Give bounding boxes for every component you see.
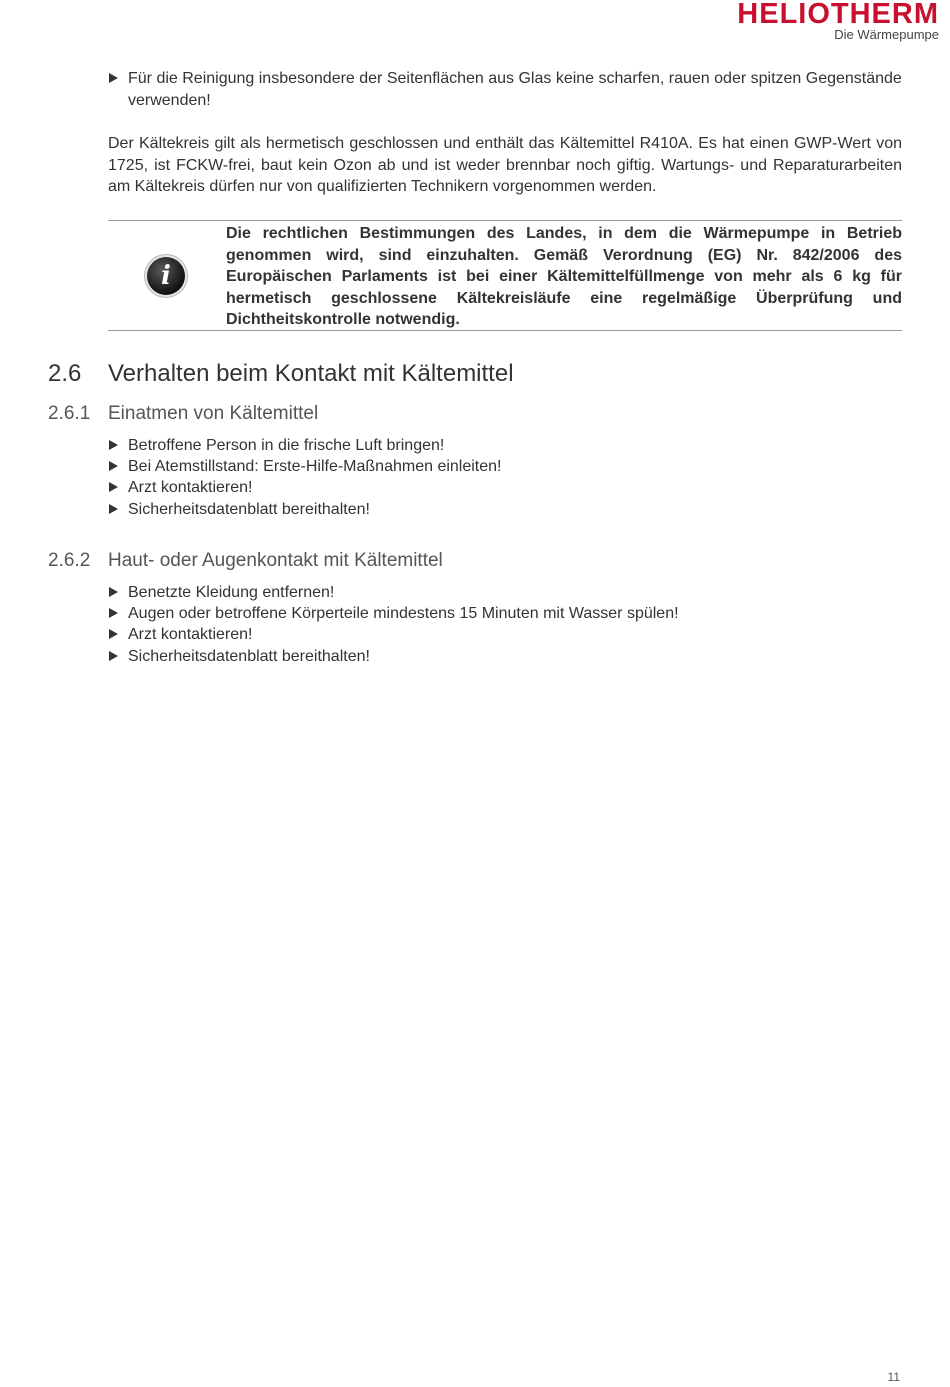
brand-tagline: Die Wärmepumpe (834, 27, 939, 42)
bullet-triangle-icon (109, 651, 118, 661)
page-number: 11 (887, 1370, 900, 1384)
info-icon (147, 257, 185, 295)
list-item-text: Arzt kontaktieren! (128, 479, 253, 496)
list-item-text: Benetzte Kleidung entfernen! (128, 584, 335, 601)
list-item-text: Betroffene Person in die frische Luft bringen! (128, 437, 445, 454)
list-item-text: Bei Atemstillstand: Erste-Hilfe-Maßnahmen einleiten! (128, 458, 502, 475)
section-number: 2.6 (48, 360, 82, 387)
bullet-triangle-icon (109, 482, 118, 492)
subsection-title: Einatmen von Kältemittel (108, 403, 319, 424)
list-item (109, 603, 904, 625)
list-item-text: Sicherheitsdatenblatt bereithalten! (128, 648, 370, 665)
subsection-number: 2.6.2 (48, 550, 91, 571)
list-item-text: Augen oder betroffene Körperteile mindestens 15 Minuten mit Wasser spülen! (128, 605, 679, 622)
list-item (109, 582, 904, 604)
list-item (109, 646, 904, 668)
bullet-triangle-icon (109, 461, 118, 471)
info-note-box (108, 220, 902, 331)
heliotherm-logo: HELIOTHERM (737, 0, 939, 30)
bullet-triangle-icon (109, 608, 118, 618)
bullet-triangle-icon (109, 629, 118, 639)
subsection-number: 2.6.1 (48, 403, 91, 424)
list-item (109, 477, 904, 499)
note-text: Die rechtlichen Bestimmungen des Landes, in dem die Wärmepumpe in Betrieb genommen wird, sind einzuhalten. Gemäß Verordnung (EG) Nr. 842/2006 des Europäischen Parlaments ist bei einer Kältemittelfüllmenge von mehr als 6 kg für hermetisch geschlossene Kältekreisläufe eine regelmäßige Überprüfung und Dichtheitskontrolle notwendig. (226, 225, 902, 328)
list-item (109, 624, 904, 646)
info-icon-glyph: i (161, 261, 171, 291)
list-item (109, 499, 904, 521)
list-item-text: Arzt kontaktieren! (128, 626, 253, 643)
list-item (109, 435, 904, 457)
bullet-triangle-icon (109, 73, 118, 83)
refrigerant-paragraph: Der Kältekreis gilt als hermetisch geschlossen und enthält das Kältemittel R410A. Es hat einen GWP-Wert von 1725, ist FCKW-frei, baut kein Ozon ab und ist weder brennbar noch giftig. Wartungs- und Reparaturarbeiten am Kältekreis dürfen nur von qualifizierten Technikern vorgenommen werden. (108, 135, 902, 195)
subsection-title: Haut- oder Augenkontakt mit Kältemittel (108, 550, 443, 571)
cleaning-bullet (109, 68, 904, 111)
section-title: Verhalten beim Kontakt mit Kältemittel (108, 360, 514, 387)
list-item-text: Sicherheitsdatenblatt bereithalten! (128, 501, 370, 518)
bullet-triangle-icon (109, 440, 118, 450)
bullet-triangle-icon (109, 504, 118, 514)
bullet-text: Für die Reinigung insbesondere der Seitenflächen aus Glas keine scharfen, rauen oder spitzen Gegenstände verwenden! (128, 70, 902, 109)
bullet-triangle-icon (109, 587, 118, 597)
list-item (109, 456, 904, 478)
